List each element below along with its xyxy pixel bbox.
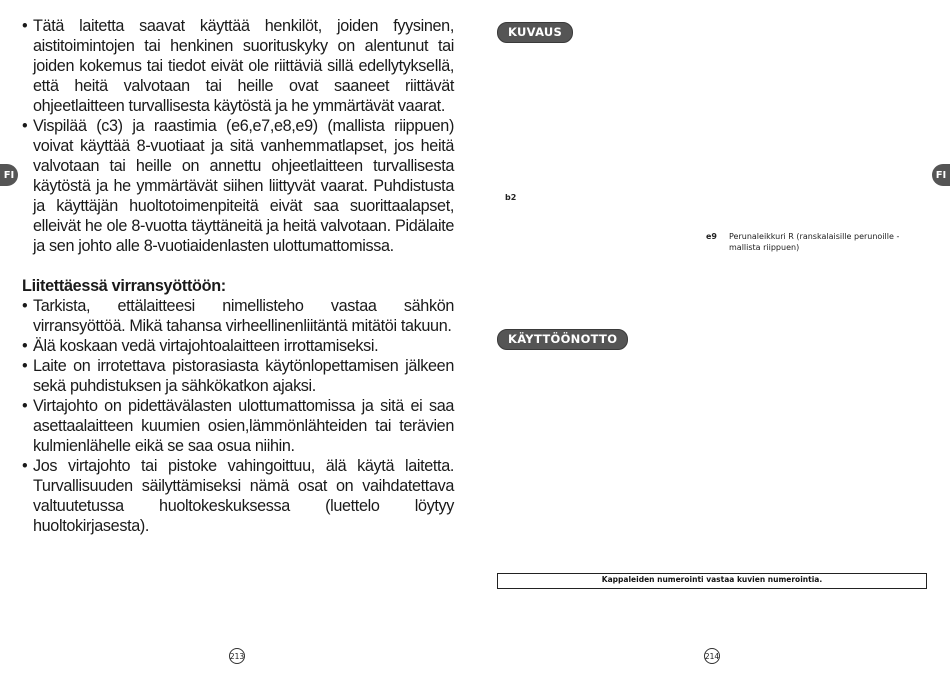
bullet-item: • Vispilää (c3) ja raastimia (e6,e7,e8,e9) (mallista riippuen) voivat käyttää 8-vuotiaat ja sitä vanhemmatlapset, jos heitä valvotaan tai heille on annettu ohjeetlaitteen turvallisesta käytöstä ja he ymmärtävät siihen liittyvät vaarat. Puhdistusta ja käyttäjän huoltotoimenpiteitä eivät saa suorittaalapset, elleivät he ole 8-vuotta täyttäneitä ja heitä valvotaan. Pidälaite ja sen johto alle 8-vuotiaidenlasten ulottumattomissa.	[22, 116, 454, 256]
bullet-item: • Älä koskaan vedä virtajohtoalaitteen irrottamiseksi.	[22, 336, 454, 356]
section-label-kayttoonotto: KÄYTTÖÖNOTTO	[497, 329, 628, 350]
section-label-kuvaus: KUVAUS	[497, 22, 573, 43]
bullet-item: • Virtajohto on pidettävälasten ulottumattomissa ja sitä ei saa asettaalaitteen kuumien osien,lämmönlähteiden tai terävien kulmienlähelle eikä se saa osua niihin.	[22, 396, 454, 456]
bullet-item: • Tätä laitetta saavat käyttää henkilöt, joiden fyysinen, aistitoimintojen tai henkinen suorituskyky on alentunut tai joiden kokemus tai tiedot eivät ole riittäviä sillä edellytyksellä, että heitä valvotaan tai heille ovat saaneet riittävät ohjeetlaitteen turvallisesta käytöstä ja he ymmärtävät vaarat.	[22, 16, 454, 116]
bullet-item: • Jos virtajohto tai pistoke vahingoittuu, älä käytä laitetta. Turvallisuuden säilyttämiseksi nämä osat on vaihdatettava valtuutetussa huoltokeskuksessa (luettelo löytyy huoltokirjasesta).	[22, 456, 454, 536]
language-tab-fi: FI	[932, 164, 950, 186]
numbering-note: Kappaleiden numerointi vastaa kuvien numerointia.	[497, 573, 927, 589]
bullet-item: • Tarkista, ettälaitteesi nimellisteho vastaa sähkön virransyöttöä. Mikä tahansa virheellinenliitäntä mitätöi takuun.	[22, 296, 454, 336]
safety-text	[22, 16, 454, 536]
part-description-e9: Perunaleikkuri R (ranskalaisille perunoille - mallista riippuen)	[729, 232, 900, 252]
page-number: 214	[704, 648, 720, 664]
section-heading: Liitettäessä virransyöttöön:	[22, 277, 226, 295]
bullet-item: • Laite on irrotettava pistorasiasta käytönlopettamisen jälkeen sekä puhdistuksen ja sähkökatkon ajaksi.	[22, 356, 454, 396]
page-number: 213	[229, 648, 245, 664]
part-label-b2: b2	[505, 193, 517, 202]
part-label-e9: e9	[706, 232, 717, 241]
language-tab-fi: FI	[0, 164, 18, 186]
right-page	[475, 0, 950, 674]
